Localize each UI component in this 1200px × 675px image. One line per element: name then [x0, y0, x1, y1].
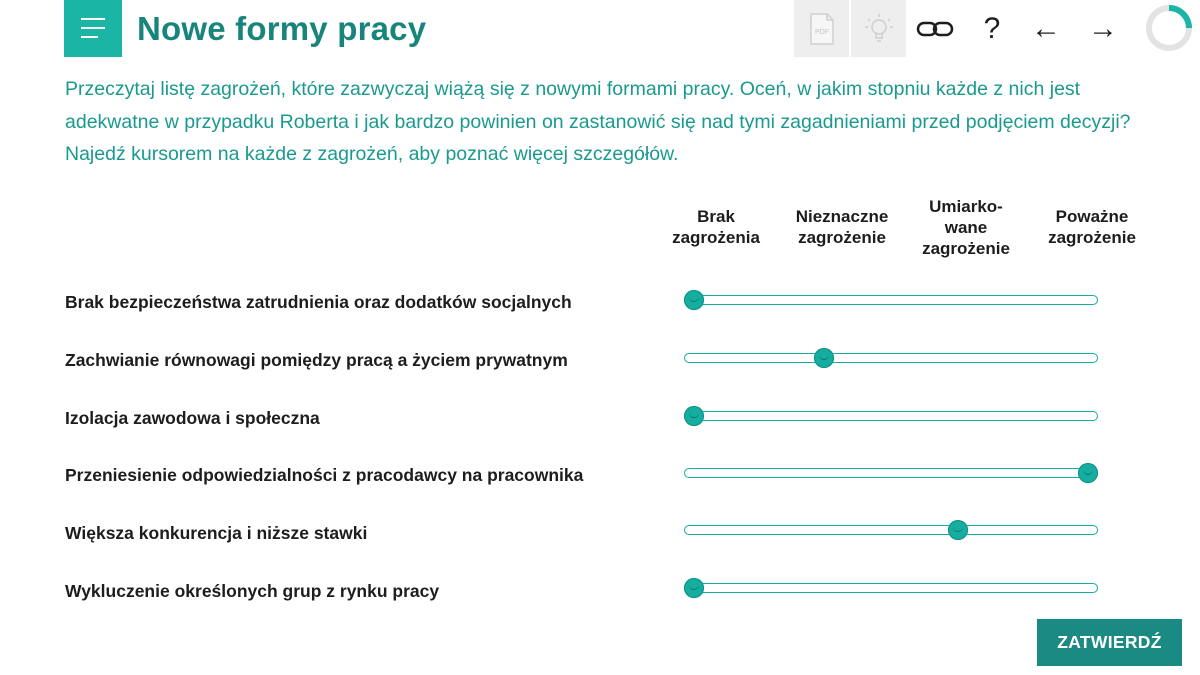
help-icon: ?: [983, 11, 1001, 45]
risk-slider-exclusion[interactable]: [684, 579, 1098, 597]
scale-header-moderate: Umiarko- wane zagrożenie: [922, 197, 1010, 258]
back-button[interactable]: [1026, 0, 1066, 57]
slider-track: [684, 525, 1098, 535]
forward-button[interactable]: [1083, 0, 1123, 57]
scale-header-minor: Nieznaczne zagrożenie: [795, 207, 889, 247]
pdf-label: PDF: [814, 28, 829, 36]
confirm-button[interactable]: ZATWIERDŹ: [1037, 619, 1182, 666]
risk-slider-isolation[interactable]: [684, 407, 1098, 425]
slider-thumb-icon[interactable]: [1078, 463, 1098, 483]
risk-label-work-life-balance: Zachwianie równowagi pomiędzy pracą a życiem prywatnym: [65, 350, 568, 370]
hint-button[interactable]: [851, 0, 906, 57]
risk-slider-responsibility-shift[interactable]: [684, 464, 1098, 482]
arrow-right-icon: →: [1088, 11, 1118, 45]
pdf-button[interactable]: [794, 0, 849, 57]
pdf-icon: [809, 13, 835, 45]
slider-track: [684, 468, 1098, 478]
risk-label-exclusion: Wykluczenie określonych grup z rynku pracy: [65, 581, 440, 601]
risk-slider-competition[interactable]: [684, 521, 1098, 539]
link-button[interactable]: [910, 0, 960, 57]
lightbulb-icon: [862, 12, 896, 46]
scale-header-none: Brak zagrożenia: [672, 207, 760, 247]
scale-header-serious: Poważne zagrożenie: [1048, 207, 1136, 247]
risk-label-isolation: Izolacja zawodowa i społeczna: [65, 408, 320, 428]
risk-label-responsibility-shift: Przeniesienie odpowiedzialności z pracodawcy na pracownika: [65, 465, 584, 485]
risk-slider-work-life-balance[interactable]: [684, 349, 1098, 367]
page-title: Nowe formy pracy: [137, 10, 427, 47]
risk-label-job-security: Brak bezpieczeństwa zatrudnienia oraz dodatków socjalnych: [65, 292, 572, 312]
risk-label-competition: Większa konkurencja i niższe stawki: [65, 523, 368, 543]
slider-track: [684, 411, 1098, 421]
risk-slider-job-security[interactable]: [684, 291, 1098, 309]
slider-thumb-icon[interactable]: [684, 406, 704, 426]
slider-thumb-icon[interactable]: [684, 578, 704, 598]
slider-track: [684, 353, 1098, 363]
slider-thumb-icon[interactable]: [948, 520, 968, 540]
slider-track: [684, 295, 1098, 305]
progress-ring-icon: [1144, 3, 1194, 53]
instructions-text: Przeczytaj listę zagrożeń, które zazwyczaj wiążą się z nowymi formami pracy. Oceń, w jakim stopniu każde z nich jest adekwatne w przypadku Roberta i jak bardzo powinien on zastanowić się nad tymi zagadnieniami przed podjęciem decyzji? Najedź kursorem na każde z zagrożeń, aby poznać więcej szczegółów.: [65, 78, 1131, 165]
slider-thumb-icon[interactable]: [814, 348, 834, 368]
menu-button[interactable]: [64, 0, 122, 57]
slider-thumb-icon[interactable]: [684, 290, 704, 310]
help-button[interactable]: [972, 0, 1012, 57]
arrow-left-icon: ←: [1031, 11, 1061, 45]
slider-track: [684, 583, 1098, 593]
link-icon: [915, 18, 955, 40]
